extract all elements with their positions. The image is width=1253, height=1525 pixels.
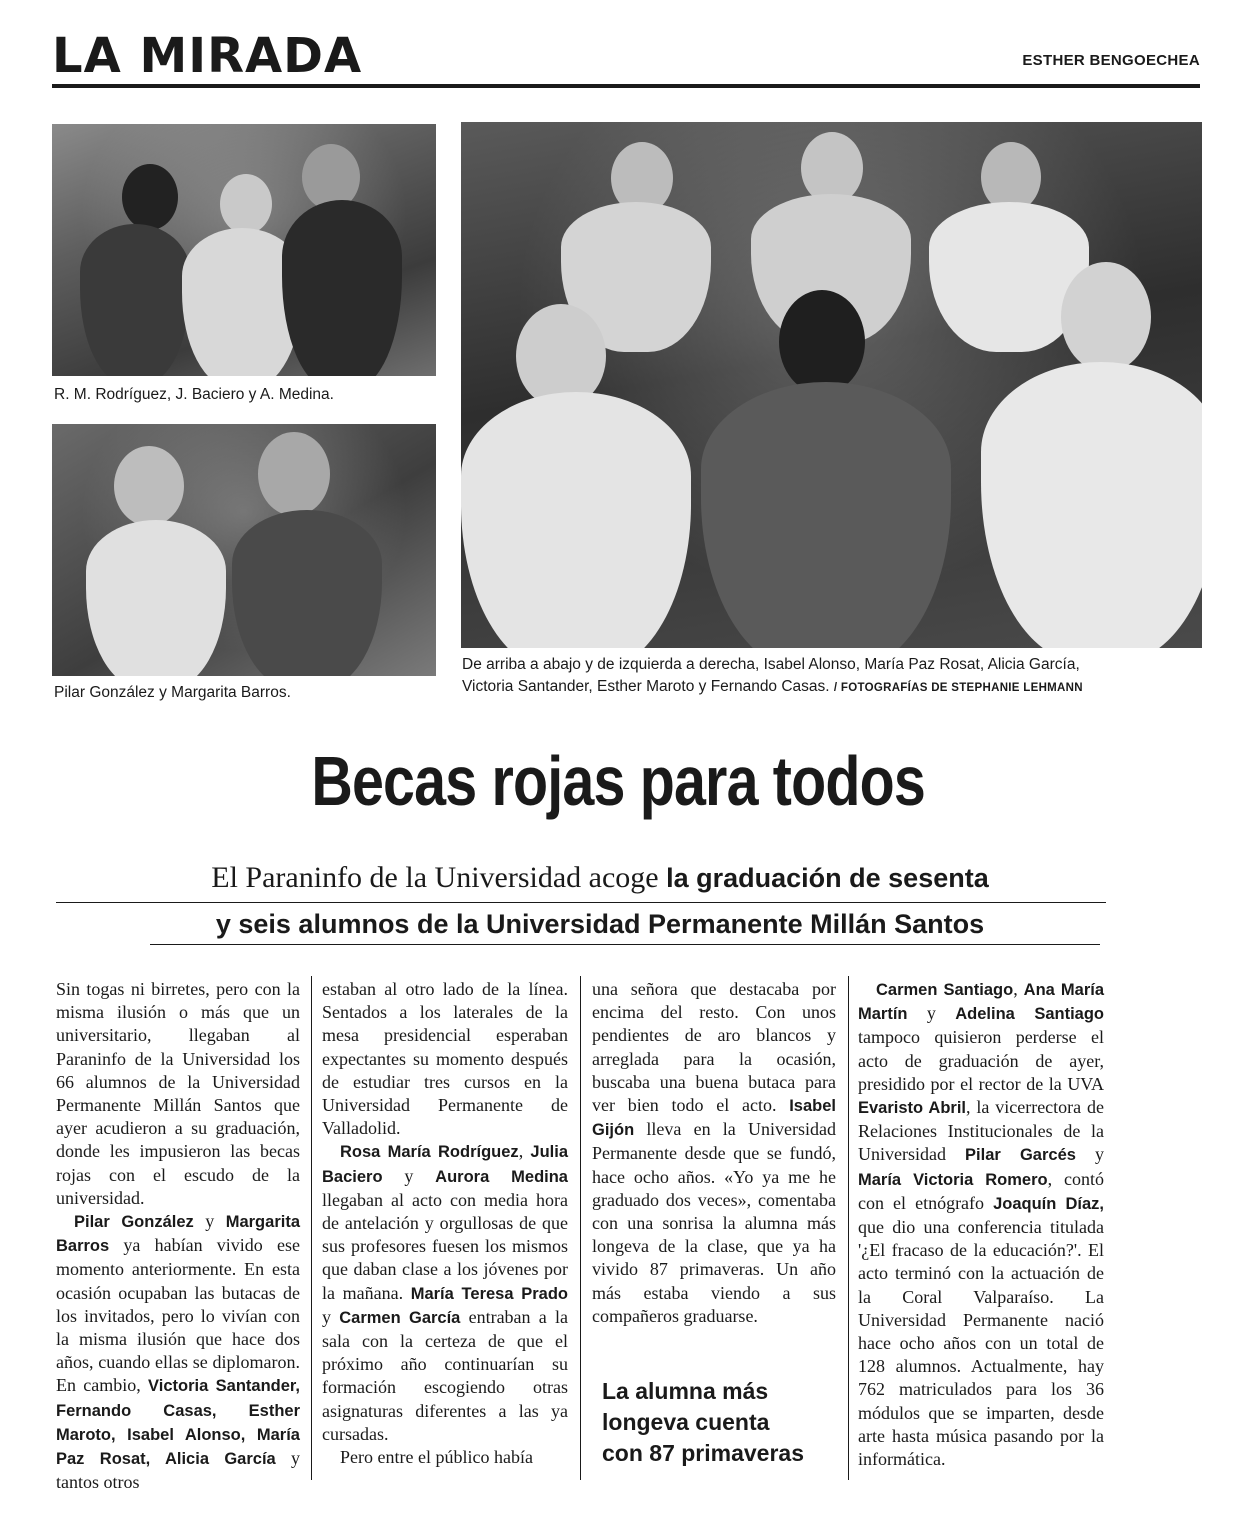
paragraph: Rosa María Rodríguez, Julia Baciero y Aurora Medina llegaban al acto con media hora de antelación y orgullosas de que sus profesores fuesen los mismos que daban clase a los jóvenes por la mañana. María Teresa Prado y Carmen García entraban a la sala con la certeza de que el próximo año continuarían su formación escogiendo otras asignaturas diferentes a las ya cursadas.	[322, 1141, 568, 1444]
byline: ESTHER BENGOECHEA	[1022, 52, 1200, 69]
section-title: LA MIRADA	[52, 28, 363, 84]
photo3-caption	[462, 654, 1202, 699]
photo3-caption-line1: De arriba a abajo y de izquierda a derecha, Isabel Alonso, María Paz Rosat, Alicia García,	[462, 656, 1080, 673]
paragraph: una señora que destacaba por encima del resto. Con unos pendientes de aro blancos y arreglada para la ocasión, buscaba una buena butaca para ver bien todo el acto. Isabel Gijón lleva en la Universidad Permanente desde que se fundó, hace ocho años. «Yo ya me he graduado dos veces», comentaba con una sonrisa la alumna más longeva de la clase, que ya ha vivido 87 primaveras. Un año más estaba viendo a sus compañeros graduarse.	[592, 979, 836, 1326]
photo2-caption: Pilar González y Margarita Barros.	[54, 684, 291, 701]
pull-quote: La alumna más longeva cuenta con 87 primaveras	[602, 1378, 805, 1466]
deck-line1: El Paraninfo de la Universidad acoge la graduación de sesenta	[211, 861, 989, 894]
paragraph: estaban al otro lado de la línea. Sentados a los laterales de la mesa presidencial esperaban expectantes su momento después de estudiar tres cursos en la Universidad Permanente de Valladolid.	[322, 979, 568, 1139]
deck-line2: y seis alumnos de la Universidad Permanente Millán Santos	[215, 909, 985, 939]
article-column-4	[858, 978, 1104, 1471]
header-rule	[52, 84, 1200, 88]
paragraph: Carmen Santiago, Ana María Martín y Adelina Santiago tampoco quisieron perderse el acto de graduación de ayer, presidido por el rector de la UVA Evaristo Abril, la vicerrectora de Relaciones Institucionales de la Universidad Pilar Garcés y María Victoria Romero, contó con el etnógrafo Joaquín Díaz, que dio una conferencia titulada '¿El fracaso de la educación?'. El acto terminó con la actuación de la Coral Valparaíso. La Universidad Permanente nació hace ocho años con un total de 128 alumnos. Actualmente, hay 762 matriculados para los 36 módulos que se imparten, desde arte hasta música pasando por la informática.	[858, 979, 1105, 1470]
photo-rodriguez-baciero-medina	[52, 124, 436, 376]
photo1-caption: R. M. Rodríguez, J. Baciero y A. Medina.	[54, 386, 334, 403]
article-column-2	[322, 978, 568, 1469]
paragraph: Pero entre el público había	[340, 1447, 533, 1468]
photo-credit: / FOTOGRAFÍAS DE STEPHANIE LEHMANN	[833, 682, 1083, 694]
article-column-1	[56, 978, 300, 1494]
photo3-caption-line2: Victoria Santander, Esther Maroto y Fernando Casas. / FOTOGRAFÍAS DE STEPHANIE LEHMANN	[462, 678, 1083, 695]
column-divider	[580, 976, 581, 1480]
deck-rule	[56, 902, 1106, 903]
paragraph: Sin togas ni birretes, pero con la misma ilusión o más que un universitario, llegaban al Paraninfo de la Universidad los 66 alumnos de la Universidad Permanente Millán Santos que ayer acudieron a su graduación, donde les impusieron las becas rojas con el escudo de la universidad.	[56, 979, 300, 1208]
headline: Becas rojas para todos	[311, 742, 925, 820]
column-divider	[311, 976, 312, 1480]
article-column-3	[592, 978, 836, 1328]
paragraph: Pilar González y Margarita Barros ya habían vivido ese momento anteriormente. En esta ocasión ocupaban las butacas de los invitados, pero lo vivían con la misma ilusión que hace dos años, cuando ellas se diplomaron. En cambio, Victoria Santander, Fernando Casas, Esther Maroto, Isabel Alonso, María Paz Rosat, Alicia García y tantos otros	[56, 1211, 301, 1493]
photo-gonzalez-barros	[52, 424, 436, 676]
deck-rule-bottom	[150, 944, 1100, 945]
column-divider	[848, 976, 849, 1480]
photo-graduates-group	[461, 122, 1202, 648]
